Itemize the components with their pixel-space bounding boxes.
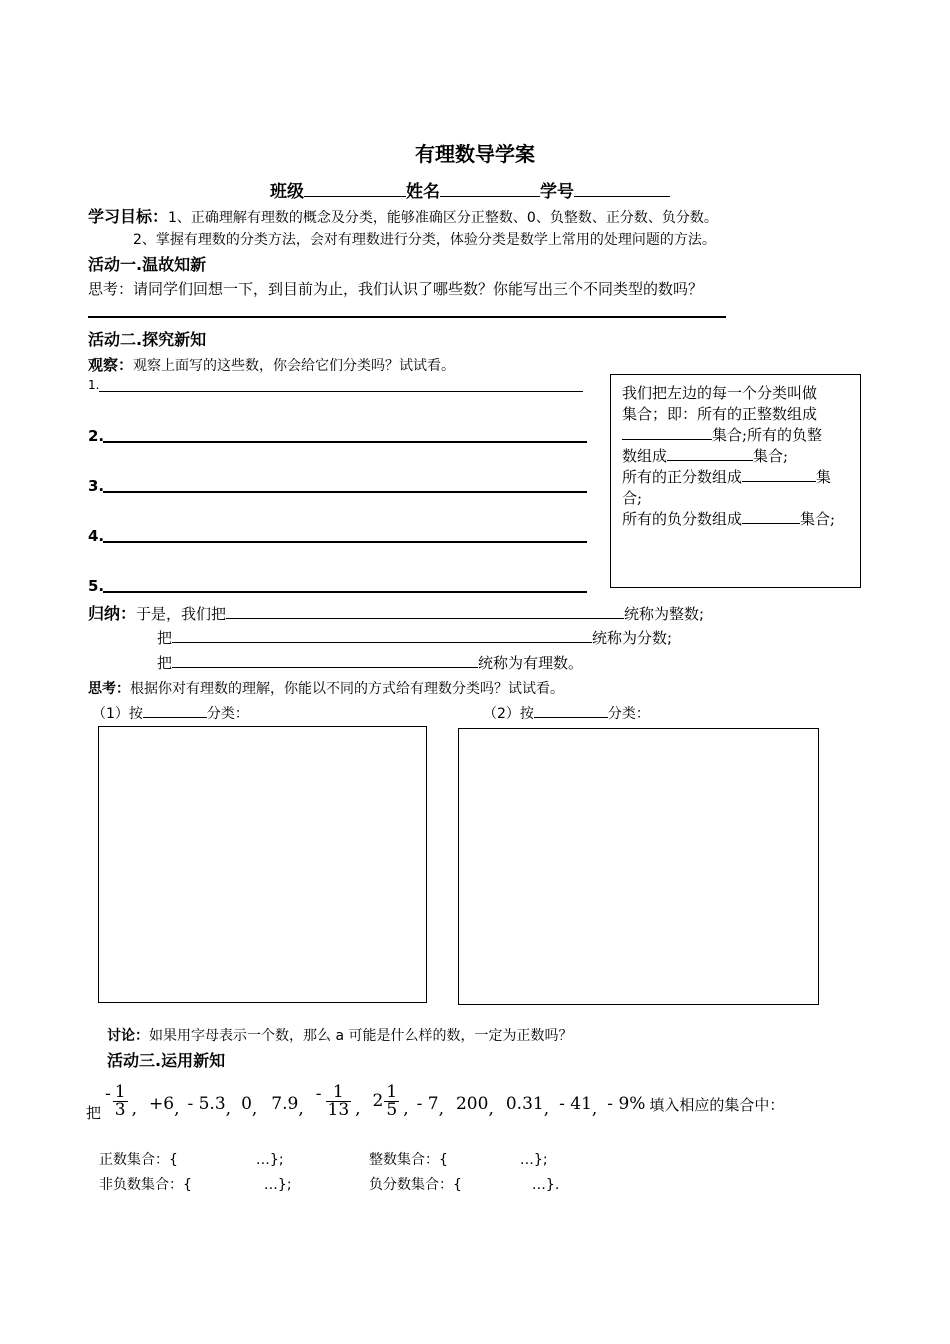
- activity3-heading: 活动三.运用新知: [107, 1051, 226, 1070]
- observe-text: 观察上面写的这些数，你会给它们分类吗？试试看。: [133, 358, 456, 374]
- fraction-one-third: $\frac{1}{3}$: [114, 1081, 126, 1120]
- id-blank[interactable]: [574, 180, 670, 197]
- negative-fraction-set-blank[interactable]: [742, 509, 800, 524]
- summary-line-3: 把 统称为有理数。: [157, 651, 583, 673]
- classification-line-1[interactable]: [99, 391, 583, 392]
- box-line-2: 集合；即：所有的正整数组成: [622, 405, 818, 423]
- classification-line-4[interactable]: [103, 541, 587, 543]
- objectives-line1: [88, 204, 718, 227]
- discuss-line: [107, 1025, 572, 1045]
- list-item-number: 2.: [88, 427, 105, 445]
- fraction-definition-blank[interactable]: [172, 626, 592, 643]
- number-list: 把 - $\frac{1}{3}$ , +6 , - 5.3 , 0 , 7.9 , - $\frac{1}{13}$ , 2 $\frac{1}{5}$ , - 7 , 200 , 0.31 , - 41 , - 9% 填入相应的集合中：: [86, 1081, 785, 1122]
- number-value: 0.31: [505, 1094, 544, 1114]
- observe-label: 观察：: [88, 356, 134, 374]
- classification-line-2[interactable]: [103, 441, 587, 443]
- method-2-blank[interactable]: [534, 703, 608, 718]
- box-line-7: 所有的负分数组成 集合;: [622, 510, 836, 528]
- id-label: 学号: [540, 182, 574, 202]
- num-sign: -: [105, 1084, 111, 1104]
- positive-fraction-set-blank[interactable]: [742, 467, 816, 482]
- box-line-1: 我们把左边的每一个分类叫做: [622, 384, 818, 402]
- summary-line-1: 归纳：于是，我们把 统称为整数;: [88, 604, 705, 623]
- box-line-3: 集合;所有的负整: [622, 425, 835, 446]
- integer-set: 整数集合：{ …};: [369, 1152, 548, 1168]
- page-title: 有理数导学案: [415, 142, 535, 166]
- summary-line-2: 把 统称为分数;: [157, 626, 672, 648]
- objectives-label: 学习目标：: [88, 207, 169, 226]
- classify-method-1: （1）按 分类：: [92, 703, 249, 723]
- name-label: 姓名: [406, 182, 440, 202]
- activity2-heading: 活动二.探究新知: [88, 330, 207, 349]
- summary-label: 归纳：: [88, 604, 137, 623]
- objective-item-2: 2、掌握有理数的分类方法，会对有理数进行分类，体验分类是数学上常用的处理问题的方法。: [133, 232, 716, 248]
- fraction-one-thirteenth: $\frac{1}{13}$: [327, 1081, 350, 1120]
- header-fields: [270, 177, 670, 202]
- number-value: 200: [455, 1094, 489, 1114]
- classification-box-1[interactable]: [98, 726, 427, 1003]
- box-line-5: 所有的正分数组成 集: [622, 468, 832, 486]
- discuss-text: 如果用字母表示一个数，那么 a 可能是什么样的数，一定为正数吗？: [149, 1028, 573, 1044]
- think-text: 根据你对有理数的理解，你能以不同的方式给有理数分类吗？试试看。: [130, 681, 564, 697]
- rational-definition-blank[interactable]: [172, 651, 478, 668]
- positive-integer-set-blank[interactable]: [622, 425, 712, 440]
- negative-integer-set-blank[interactable]: [667, 446, 753, 461]
- number-value: 0: [241, 1094, 252, 1114]
- integer-definition-blank[interactable]: [226, 602, 624, 619]
- activity1-think: 思考：请同学们回想一下，到目前为止，我们认识了哪些数？你能写出三个不同类型的数吗？: [88, 280, 704, 298]
- classification-line-3[interactable]: [103, 491, 587, 493]
- nonnegative-set: 非负数集合：{ …};: [99, 1177, 292, 1193]
- box-line-6: 合;: [622, 489, 643, 507]
- number-list-suffix: 填入相应的集合中：: [649, 1095, 785, 1114]
- classification-box-2[interactable]: [458, 728, 819, 1005]
- classify-method-2: （2）按 分类：: [483, 703, 650, 723]
- number-value: - 5.3: [187, 1094, 226, 1114]
- set-definition-box: [610, 374, 861, 588]
- think-line: [88, 678, 564, 698]
- objective-item-1: 1、正确理解有理数的概念及分类，能够准确区分正整数、0、负整数、正分数、负分数。: [168, 210, 718, 226]
- activity1-answer-line[interactable]: [88, 316, 726, 318]
- negative-fraction-set: 负分数集合：{ …}.: [369, 1177, 560, 1193]
- list-item-number: 1.: [88, 378, 100, 392]
- number-value: - 7: [416, 1094, 439, 1114]
- number-value: 7.9: [271, 1094, 299, 1114]
- box-line-4: 数组成 集合;: [622, 447, 789, 465]
- number-value: +6: [149, 1094, 175, 1114]
- number-list-prefix: 把: [86, 1103, 102, 1122]
- number-value: - 9%: [607, 1094, 646, 1114]
- class-label: 班级: [270, 182, 304, 202]
- positive-set: 正数集合：{ …};: [99, 1152, 284, 1168]
- method-1-blank[interactable]: [143, 703, 207, 718]
- classification-line-5[interactable]: [103, 591, 587, 593]
- discuss-label: 讨论：: [107, 1028, 149, 1044]
- list-item-number: 5.: [88, 577, 105, 595]
- class-blank[interactable]: [304, 180, 406, 197]
- list-item-number: 4.: [88, 527, 105, 545]
- mixed-number-fraction: $\frac{1}{5}$: [386, 1081, 398, 1120]
- num-sign: -: [315, 1084, 322, 1104]
- activity1-heading: 活动一.温故知新: [88, 255, 207, 274]
- think-label: 思考：: [88, 681, 130, 697]
- observe-line: [88, 354, 455, 375]
- number-value: - 41: [559, 1094, 592, 1114]
- list-item-number: 3.: [88, 477, 105, 495]
- name-blank[interactable]: [440, 180, 540, 197]
- mixed-number-whole: 2: [372, 1091, 384, 1111]
